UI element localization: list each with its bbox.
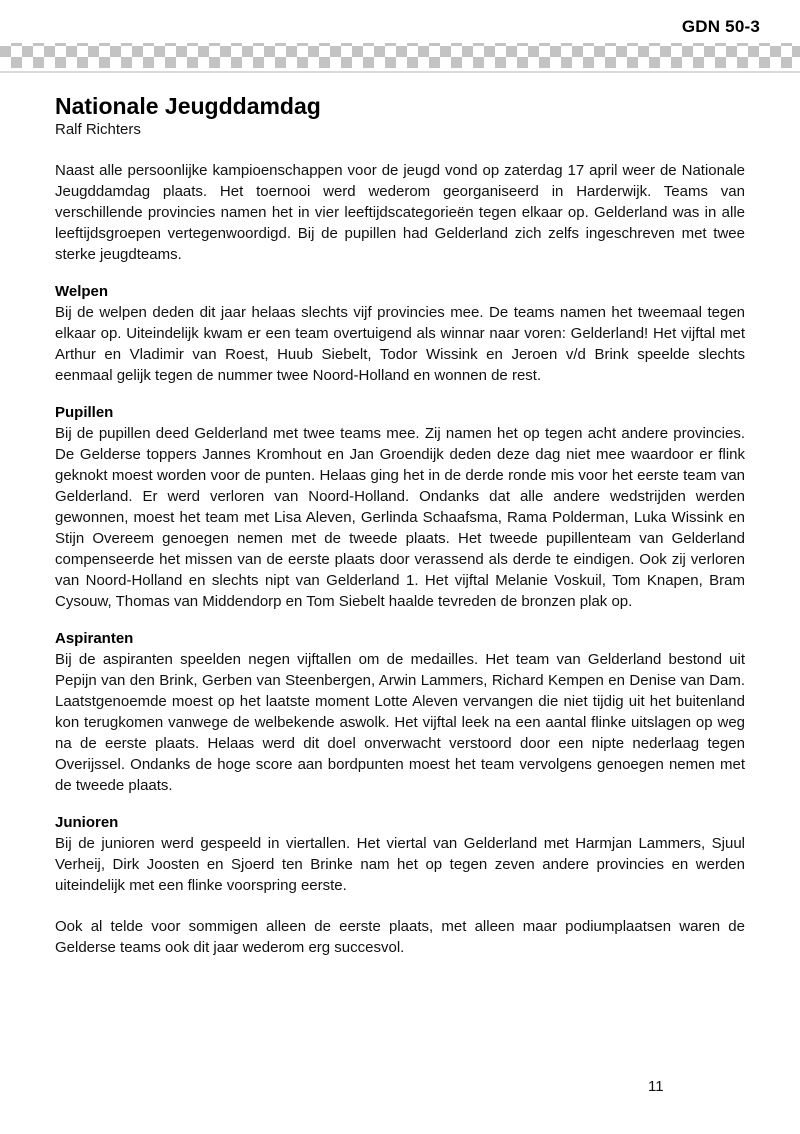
section-aspiranten — [55, 628, 745, 796]
article — [55, 93, 745, 958]
section-heading-welpen: Welpen — [55, 283, 109, 300]
closing-paragraph: Ook al telde voor sommigen alleen de eerste plaats, met alleen maar podiumplaatsen waren de Gelderse teams ook dit jaar wederom erg succesvol. — [55, 918, 745, 956]
section-heading-pupillen: Pupillen — [55, 404, 114, 421]
section-heading-junioren: Junioren — [55, 814, 119, 831]
section-heading-aspiranten: Aspiranten — [55, 630, 134, 647]
page-number: 11 — [648, 1078, 664, 1095]
article-title: Nationale Jeugddamdag — [55, 93, 321, 119]
divider-rule — [0, 71, 800, 73]
section-body-pupillen: Bij de pupillen deed Gelderland met twee teams mee. Zij namen het op tegen acht andere provincies. De Gelderse toppers Jannes Kromhout en Jan Groendijk deden deze dag niet mee waardoor er flink geknokt moest worden voor de punten. Helaas ging het in de derde ronde mis voor het eerste team van Gelderland. Er werd verloren van Noord-Holland. Ondanks dat alle andere wedstrijden werden gewonnen, moest het team met Lisa Aleven, Gerlinda Schaafsma, Rama Polderman, Luka Wissink en Stijn Overeem genoegen nemen met de tweede plaats. Het tweede pupillenteam van Gelderland compenseerde het missen van de eerste plaats door verassend als derde te eindigen. Ook zij verloren van Noord-Holland en slechts nipt van Gelderland 1. Het vijftal Melanie Voskuil, Tom Knapen, Bram Cysouw, Thomas van Middendorp en Tom Siebelt haalde tevreden de bronzen plak op. — [55, 425, 745, 610]
issue-label: GDN 50-3 — [681, 17, 760, 36]
article-author: Ralf Richters — [55, 121, 141, 138]
section-pupillen — [55, 402, 745, 612]
intro-paragraph: Naast alle persoonlijke kampioenschappen voor de jeugd vond op zaterdag 17 april weer de Nationale Jeugddamdag plaats. Het toernooi werd wederom georganiseerd in Harderwijk. Teams van verschillende provincies namen het in vier leeftijdscategorieën tegen elkaar op. Gelderland was in alle leeftijdsgroepen vertegenwoordigd. Bij de pupillen had Gelderland zich zelfs ingeschreven met twee sterke jeugdteams. — [55, 162, 745, 263]
section-body-aspiranten: Bij de aspiranten speelden negen vijftallen om de medailles. Het team van Gelderland bestond uit Pepijn van den Brink, Gerben van Steenbergen, Arwin Lammers, Richard Kempen en Denise van Dam. Laatstgenoemde moest op het laatste moment Lotte Aleven vervangen die niet tijdig uit het buitenland kon terugkomen vanwege de welbekende aswolk. Het vijftal leek na een aantal flinke uitslagen op weg na de eerste plaats. Helaas werd dit doel onverwacht verstoord door een nipte nederlaag tegen Overijssel. Ondanks de hoge score aan bordpunten moest het team vervolgens genoegen nemen met de tweede plaats. — [55, 651, 745, 794]
section-junioren — [55, 812, 745, 896]
checker-band-divider — [0, 43, 800, 68]
section-body-junioren: Bij de junioren werd gespeeld in viertallen. Het viertal van Gelderland met Harmjan Lammers, Sjuul Verheij, Dirk Joosten en Sjoerd ten Brinke nam het op tegen zeven andere provincies en werden uiteindelijk met een flinke voorspring eerste. — [55, 835, 745, 894]
section-welpen — [55, 281, 745, 386]
section-body-welpen: Bij de welpen deden dit jaar helaas slechts vijf provincies mee. De teams namen het tweemaal tegen elkaar op. Uiteindelijk kwam er een team overtuigend als winnar naar voren: Gelderland! Het vijftal met Arthur en Vladimir van Roest, Huub Siebelt, Todor Wissink en Jeroen v/d Brink speelde slechts eenmaal gelijk tegen de nummer twee Noord-Holland en wonnen de rest. — [55, 304, 745, 384]
